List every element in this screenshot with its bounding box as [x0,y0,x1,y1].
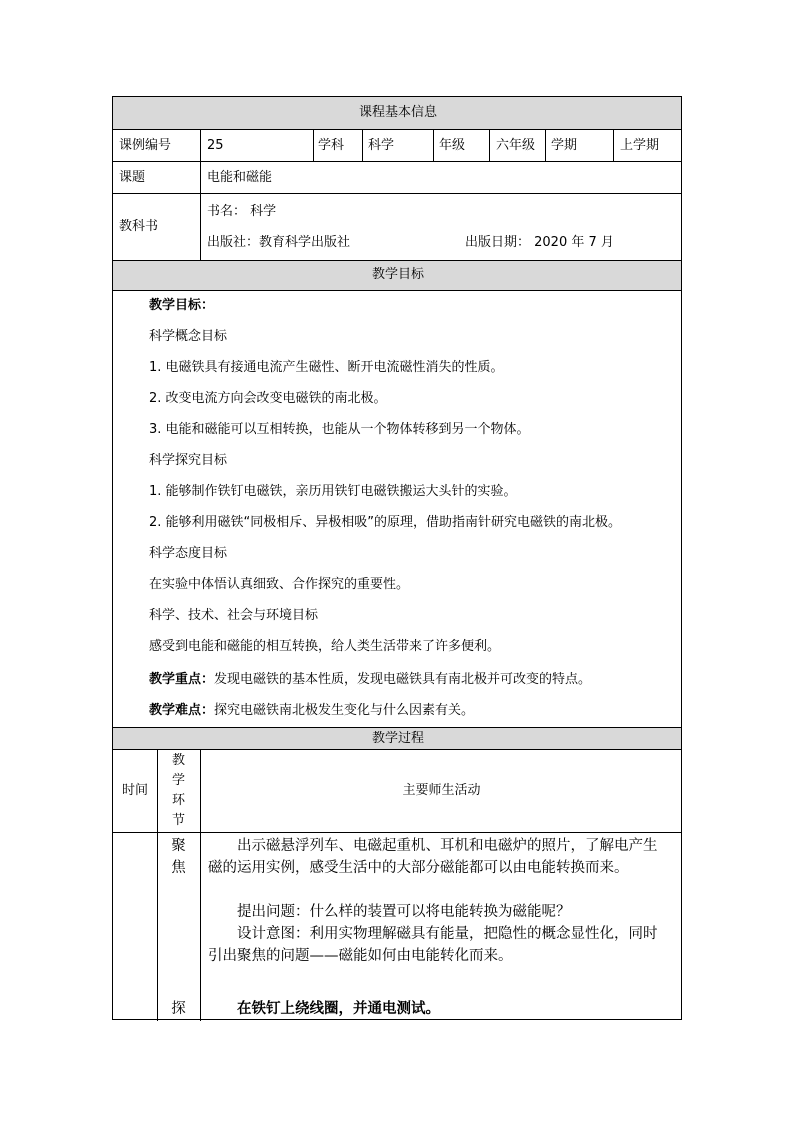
stage-header-char: 节 [171,813,185,828]
stage-column-header [157,751,200,831]
case-no-value: 25 [207,138,224,153]
focus-paragraph: 设计意图：利用实物理解磁具有能量，把隐性的概念显性化，同时引出聚焦的问题——磁能如何由电能转化而来。 [208,926,658,964]
concept-goal-item: 1. 电磁铁具有接通电流产生磁性、断开电流磁性消失的性质。 [149,360,504,375]
difficulty-text: 探究电磁铁南北极发生变化与什么因素有关。 [214,703,475,718]
goals-heading: 教学目标： [149,298,215,313]
stage-header-char: 教 [171,753,185,768]
column-divider [489,129,490,161]
column-divider [313,129,314,161]
column-divider [545,129,546,161]
concept-goals-title: 科学概念目标 [149,329,228,344]
row-divider [113,290,681,291]
row-divider [113,129,681,130]
grade-label: 年级 [439,138,466,153]
row-divider [113,260,681,261]
row-divider [113,727,681,728]
stage-header-char: 环 [171,793,185,808]
focus-paragraph: 提出问题：什么样的装置可以将电能转换为磁能呢？ [237,904,571,920]
publisher: 出版社：教育科学出版社 [207,235,351,250]
stage-explore-label: 探 [171,1001,186,1017]
textbook-label: 教科书 [119,219,159,234]
difficulty-point [149,703,474,719]
stage-focus-char: 聚 [171,838,186,854]
book-name: 书名： 科学 [207,204,277,219]
stage-focus-label [157,835,200,879]
concept-goal-item: 3. 电能和磁能可以互相转换，也能从一个物体转移到另一个物体。 [149,422,530,437]
subject-label: 学科 [318,138,345,153]
sts-goal-text: 感受到电能和磁能的相互转换，给人类生活带来了许多便利。 [149,639,501,654]
stage-header-char: 学 [171,773,185,788]
lesson-plan-table [112,96,682,1020]
key-point [149,672,591,688]
publication-date: 出版日期： 2020 年 7 月 [465,235,614,250]
time-column-header: 时间 [121,783,148,798]
grade-value: 六年级 [496,138,536,153]
topic-label: 课题 [119,170,146,185]
activity-column-header: 主要师生活动 [402,783,481,798]
case-no-label: 课例编号 [119,138,172,153]
column-divider [433,129,434,161]
column-divider [613,129,614,161]
row-divider [113,749,681,750]
row-divider [113,832,681,833]
process-section-title: 教学过程 [371,731,424,746]
key-point-text: 发现电磁铁的基本性质，发现电磁铁具有南北极并可改变的特点。 [214,672,592,687]
column-divider [200,129,201,260]
column-divider [362,129,363,161]
term-label: 学期 [551,138,578,153]
topic-value: 电能和磁能 [207,170,273,185]
basic-info-title: 课程基本信息 [358,105,437,120]
inquiry-goal-item: 2. 能够利用磁铁“同极相斥、异极相吸”的原理，借助指南针研究电磁铁的南北极。 [149,515,622,530]
subject-value: 科学 [368,138,395,153]
explore-heading: 在铁钉上绕线圈，并通电测试。 [237,1000,440,1017]
key-point-label: 教学重点： [149,672,215,687]
attitude-goal-text: 在实验中体悟认真细致、合作探究的重要性。 [149,577,410,592]
difficulty-label: 教学难点： [149,703,215,718]
concept-goal-item: 2. 改变电流方向会改变电磁铁的南北极。 [149,391,387,406]
goals-section-title: 教学目标 [371,267,424,282]
stage-focus-char: 焦 [171,860,186,876]
attitude-goals-title: 科学态度目标 [149,546,228,561]
row-divider [113,161,681,162]
sts-goals-title: 科学、技术、社会与环境目标 [149,608,319,623]
focus-paragraph: 出示磁悬浮列车、电磁起重机、耳机和电磁炉的照片，了解电产生磁的运用实例，感受生活中的大部分磁能都可以由电能转换而来。 [208,838,658,876]
inquiry-goals-title: 科学探究目标 [149,453,228,468]
term-value: 上学期 [620,138,660,153]
row-divider [113,193,681,194]
inquiry-goal-item: 1. 能够制作铁钉电磁铁，亲历用铁钉电磁铁搬运大头针的实验。 [149,484,517,499]
